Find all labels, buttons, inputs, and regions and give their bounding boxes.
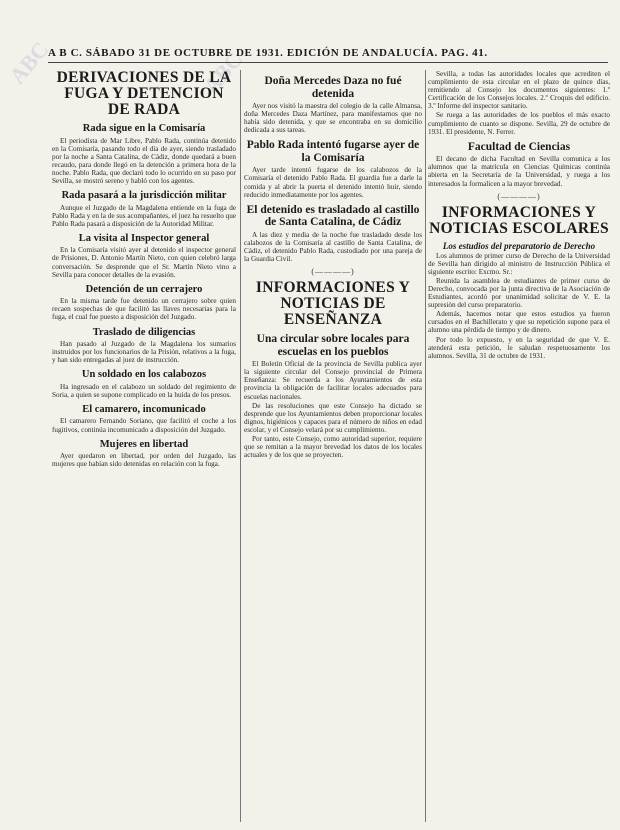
column-2 <box>244 70 422 822</box>
masthead: A B C. SÁBADO 31 DE OCTUBRE DE 1931. EDICIÓN DE ANDALUCÍA. PAG. 41. <box>48 46 608 63</box>
article-text: Además, hacemos notar que estos estudios ya fueron cursados en el Bachillerato y que su repetición supone para el alumno una pérdida de tiempo y de dinero. <box>428 310 610 335</box>
headline: Doña Mercedes Daza no fué detenida <box>264 75 402 100</box>
main-headline: INFORMACIONES Y NOTICIAS DE ENSEÑANZA <box>255 279 411 329</box>
article-text: Los alumnos de primer curso de Derecho de la Universidad de Sevilla han dirigido al ministro de Instrucción Pública el siguiente escrito: Excmo. Sr.: <box>428 251 610 276</box>
headline: El detenido es trasladado al castillo de Santa Catalina, de Cádiz <box>246 203 420 229</box>
headline: Traslado de diligencias <box>92 326 196 338</box>
section-separator: (————) <box>311 267 355 277</box>
headline: Detención de un cerrajero <box>85 283 203 295</box>
article-text: En la misma tarde fue detenido un cerrajero sobre quien recaen sospechas de que facilitó las llaves necesarias para la fuga, el cual fue puesto a disposición del Juzgado. <box>52 297 236 322</box>
watermark: ABC <box>4 36 54 89</box>
main-headline: INFORMACIONES Y NOTICIAS ESCOLARES <box>429 203 609 237</box>
article-text: Ayer nos visitó la maestra del colegio de la calle Almansa, doña Mercedes Daza Martínez, para manifestarnos que no había sido detenida, y que se encontraba en su domicilio dedicada a sus tareas. <box>244 102 422 135</box>
article-text: El Boletín Oficial de la provincia de Sevilla publica ayer la siguiente circular del Consejo provincial de Primera Enseñanza: Se recuerda a los Ayuntamientos de esta provincia la obligación de facilitar locales adecuados para escuelas nacionales. <box>244 360 422 401</box>
article-text: Por todo lo expuesto, y en la seguridad de que V. E. atenderá esta petición, le saludan respetuosamente los alumnos. Sevilla, 31 de octubre de 1931. <box>428 335 610 360</box>
article-text: De las resoluciones que este Consejo ha dictado se desprende que los Ayuntamientos deben proporcionar locales dignos, higiénicos y capaces para el número de niños en edad escolar, y el Consejo velará por su cumplimiento. <box>244 401 422 434</box>
watermark: ABC <box>198 46 248 99</box>
column-rule <box>425 70 426 822</box>
section-separator: (————) <box>497 191 541 201</box>
main-headline: DERIVACIONES DE LA FUGA Y DETENCION DE RADA <box>56 70 232 118</box>
headline: La visita al Inspector general <box>78 232 210 244</box>
article-text: Reunida la asamblea de estudiantes de primer curso de Derecho, convocada por la junta directiva de la Asociación de Estudiantes, acordó por unanimidad solicitar de V. E. la supresión del curso preparatorio. <box>428 276 610 310</box>
article-text: Por tanto, este Consejo, como autoridad superior, requiere que se remitan a la mayor brevedad los datos de los locales actuales y de los que se proyecten. <box>244 434 422 460</box>
column-1 <box>52 70 236 822</box>
article-text: A las diez y media de la noche fue trasladado desde los calabozos de la Comisaría al castillo de Santa Catalina, de Cádiz, el detenido Pablo Rada, custodiado por una pareja de la Guardia Civil. <box>244 230 422 264</box>
article-text: El camarero Fernando Soriano, que facilitó el coche a los fugitivos, continúa incomunicado a disposición del Juzgado. <box>52 417 236 434</box>
headline: Los estudios del preparatorio de Derecho <box>442 240 596 251</box>
headline: Mujeres en libertad <box>99 438 189 450</box>
article-text: El periodista de Mar Libre, Pablo Rada, continúa detenido en la Comisaría, pasando todo el día de ayer, siendo trasladado por la noche a Santa Catalina, de Cádiz, donde quedará a buen recaudo, para donde llegó en la detención a primera hora de la noche. Pablo Rada, que declaró todo lo ocurrido en su paso por Sevilla, se mostró sereno y habló con los agentes. <box>52 136 236 185</box>
article-text: Han pasado al Juzgado de la Magdalena los sumarios instruidos por los funcionarios de la Prisión, relativos a la fuga, y han sido entregadas al juez de instrucción. <box>52 340 236 365</box>
article-text: Aunque el Juzgado de la Magdalena entiende en la fuga de Pablo Rada y en la de sus acompañantes, el juez ha resuelto que Pablo Rada pasará a disposición de la Autoridad Militar. <box>52 203 236 228</box>
article-text: El decano de dicha Facultad en Sevilla comunica a los alumnos que la matrícula en Ciencias Químicas continúa abierta en la Secretaría de la Universidad, y ruega a los interesados la formalicen a la mayor brevedad. <box>428 155 610 188</box>
column-rule <box>240 70 241 822</box>
headline: Un soldado en los calabozos <box>81 369 207 381</box>
headline: Rada sigue en la Comisaría <box>82 123 206 134</box>
article-text: Ha ingresado en el calabozo un soldado del regimiento de Soria, a quien se supone complicado en la huida de los presos. <box>52 382 236 399</box>
article-text: Sevilla, a todas las autoridades locales que acrediten el cumplimiento de esta circular en el plazo de quince días, remitiendo al Consejo los documentos siguientes: 1.º Certificación de los Consejos locales. 2.º Croquis del edificio. 3.º Informe del inspector sanitario. <box>428 70 610 111</box>
headline: Una circular sobre locales para escuelas en los pueblos <box>256 333 410 358</box>
headline: El camarero, incomunicado <box>82 403 206 415</box>
headline: Pablo Rada intentó fugarse ayer de la Comisaría <box>246 139 420 164</box>
column-3 <box>428 70 610 822</box>
article-text: Ayer tarde intentó fugarse de los calabozos de la Comisaría el detenido Pablo Rada. El guardia fue a darle la comida y al abrir la puerta el detenido intentó huir, siendo reducido inmediatamente por los agentes. <box>244 166 422 199</box>
article-text: Ayer quedaron en libertad, por orden del Juzgado, las mujeres que habían sido detenidas en relación con la fuga. <box>52 452 236 469</box>
headline: Facultad de Ciencias <box>467 140 571 153</box>
article-text: En la Comisaría visitó ayer al detenido el inspector general de Prisiones, D. Antonio Martín Nieto, con quien celebró larga conversación. Se desprende que el Sr. Martín Nieto vino a Sevilla para conocer detalles de la evasión. <box>52 246 236 279</box>
article-text: Se ruega a las autoridades de los pueblos el más exacto cumplimiento de cuanto se dispone. Sevilla, 29 de octubre de 1931. El presidente, N. Ferrer. <box>428 111 610 136</box>
headline: Rada pasará a la jurisdicción militar <box>61 190 227 202</box>
